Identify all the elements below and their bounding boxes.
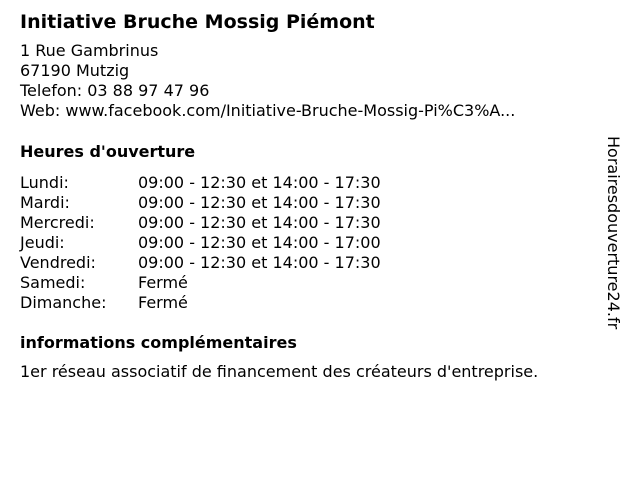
time-value: 09:00 - 12:30 et 14:00 - 17:00 [138,233,381,252]
time-value: 09:00 - 12:30 et 14:00 - 17:30 [138,173,381,192]
brand-watermark: Horairesdouverture24.fr [604,136,623,330]
time-value: 09:00 - 12:30 et 14:00 - 17:30 [138,213,381,232]
website-link: Web: www.facebook.com/Initiative-Bruche-Mossig-Pi%C3%A... [20,101,516,120]
day-label: Lundi: [20,173,69,192]
hours-row-wednesday [20,213,600,233]
time-value: Fermé [138,293,188,312]
hours-row-saturday [20,273,600,293]
hours-row-sunday [20,293,600,313]
time-value: 09:00 - 12:30 et 14:00 - 17:30 [138,253,381,272]
hours-row-tuesday [20,193,600,213]
hours-row-monday [20,173,600,193]
day-label: Jeudi: [20,233,65,252]
day-label: Mardi: [20,193,70,212]
day-label: Samedi: [20,273,86,292]
hours-table [20,173,600,313]
info-description: 1er réseau associatif de financement des créateurs d'entreprise. [20,362,539,381]
phone-number: Telefon: 03 88 97 47 96 [20,81,210,100]
day-label: Mercredi: [20,213,95,232]
info-heading: informations complémentaires [20,333,297,352]
hours-row-thursday [20,233,600,253]
street-address: 1 Rue Gambrinus [20,41,159,60]
time-value: 09:00 - 12:30 et 14:00 - 17:30 [138,193,381,212]
city-postal: 67190 Mutzig [20,61,130,80]
business-name: Initiative Bruche Mossig Piémont [20,11,375,33]
business-card [20,10,600,382]
day-label: Dimanche: [20,293,107,312]
hours-heading: Heures d'ouverture [20,142,196,161]
hours-row-friday [20,253,600,273]
time-value: Fermé [138,273,188,292]
day-label: Vendredi: [20,253,96,272]
